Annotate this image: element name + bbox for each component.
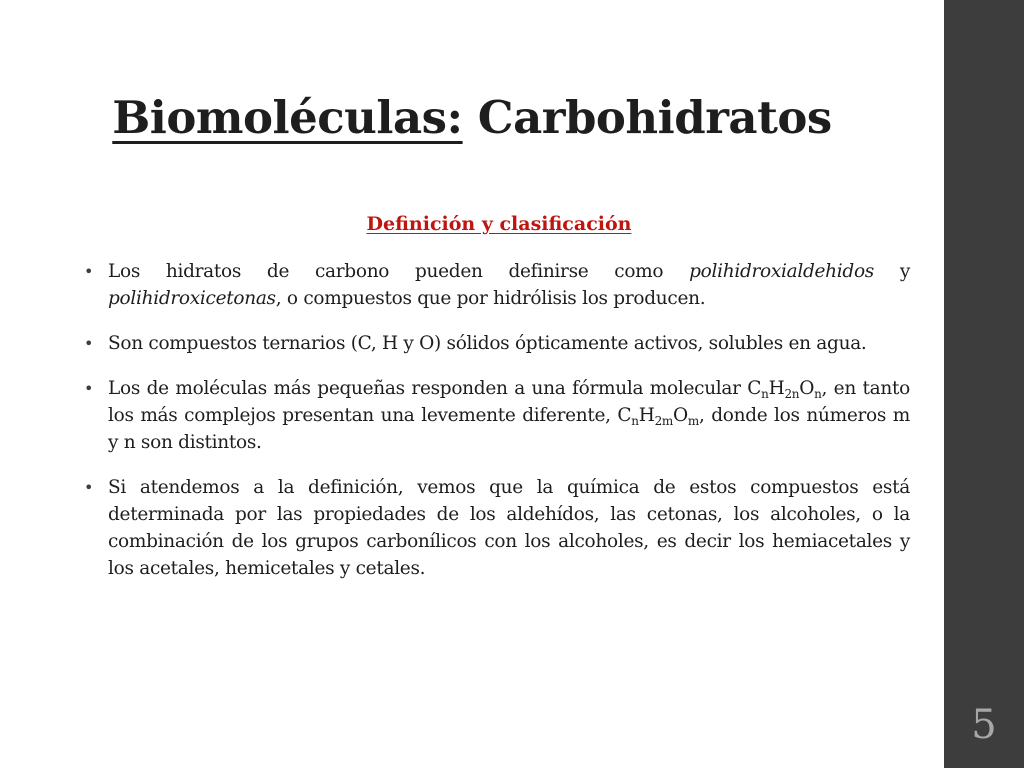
formula-subscript: n xyxy=(814,387,822,401)
formula-symbol: O xyxy=(672,405,688,426)
bullet-item-formula xyxy=(84,375,910,456)
bullet-text: Los hidratos de carbono pueden definirse como xyxy=(108,261,690,282)
bullet-item-properties xyxy=(84,330,910,357)
formula-symbol: H xyxy=(638,405,655,426)
bullet-item-chemistry xyxy=(84,474,910,582)
formula-subscript: m xyxy=(687,414,699,428)
bullet-text: Son compuestos ternarios (C, H y O) sólidos ópticamente activos, solubles en agua. xyxy=(108,333,867,354)
formula-symbol: C xyxy=(617,405,632,426)
bullet-item-definition xyxy=(84,258,910,312)
bullet-text: Los de moléculas más pequeñas responden a una fórmula molecular xyxy=(108,378,748,399)
formula-symbol: O xyxy=(799,378,815,399)
slide-number: 5 xyxy=(971,702,997,748)
bullet-text: , en tanto los más complejos presentan una levemente diferente, xyxy=(108,378,910,426)
formula-symbol: H xyxy=(768,378,785,399)
formula-subscript: n xyxy=(631,414,639,428)
slide-subtitle: Definición y clasificación xyxy=(366,213,632,235)
bullet-dot: • xyxy=(84,379,94,398)
title-underlined-part: Biomoléculas: xyxy=(112,91,463,144)
right-sidebar xyxy=(944,0,1024,768)
formula-simple xyxy=(747,378,821,399)
formula-subscript: 2n xyxy=(784,387,800,401)
formula-symbol: C xyxy=(747,378,762,399)
bullet-dot: • xyxy=(84,334,94,353)
bullet-dot: • xyxy=(84,262,94,281)
bullet-italic-term: polihidroxicetonas xyxy=(108,288,276,309)
formula-subscript: 2m xyxy=(654,414,673,428)
bullet-text: , o compuestos que por hidrólisis los producen. xyxy=(275,288,706,309)
formula-complex xyxy=(617,405,699,426)
bullet-list xyxy=(84,258,910,600)
slide-title xyxy=(0,88,944,148)
formula-subscript: n xyxy=(761,387,769,401)
bullet-text: , donde los números m y n son distintos. xyxy=(108,405,910,453)
bullet-text: Si atendemos a la definición, vemos que la química de estos compuestos está determinada por las propiedades de los aldehídos, las cetonas, los alcoholes, o la combinación de los grupos carbonílicos con los alcoholes, es decir los hemiacetales y los acetales, hemicetales y cetales. xyxy=(108,477,910,579)
bullet-italic-term: polihidroxialdehidos xyxy=(689,261,874,282)
bullet-text: y xyxy=(874,261,911,282)
title-rest-part: Carbohidratos xyxy=(477,91,832,144)
bullet-dot: • xyxy=(84,478,94,497)
